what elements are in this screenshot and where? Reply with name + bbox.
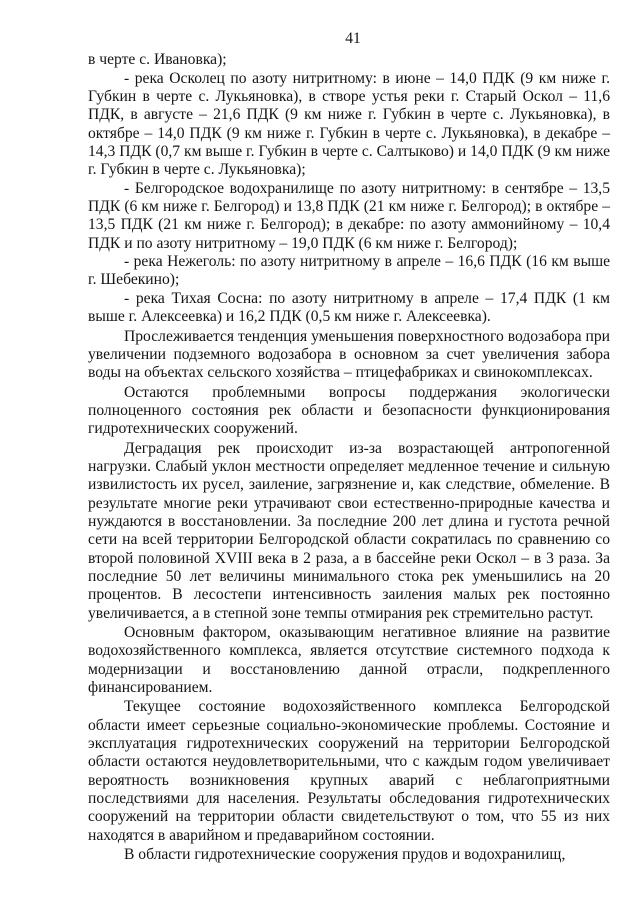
page-number: 41 [345,30,361,47]
paragraph-ivanovka-continuation: в черте с. Ивановка); [88,51,227,69]
paragraph-oskolets-river: - река Осколец по азоту нитритному: в июне – 14,0 ПДК (9 км ниже г. Губкин в черте с. Лукьяновка), в створе устья реки г. Старый Оскол – 11,6 ПДК, в августе – 21,6 ПДК (9 км ниже г. Губкин в черте с. Лукьяновка), в октябре – 14,0 ПДК (9 км ниже г. Губкин в черте с. Лукьяновка), в декабре – 14,3 ПДК (0,7 км выше г. Губкин в черте с. Салтыково) и 14,0 ПДК (9 км ниже г. Губкин в черте с. Лукьяновка); [88,69,610,179]
paragraph-nezhegol-river: - река Нежеголь: по азоту нитритному в апреле – 16,6 ПДК (16 км выше г. Шебекино); [88,253,610,289]
paragraph-tikhaya-sosna-river: - река Тихая Сосна: по азоту нитритному в апреле – 17,4 ПДК (1 км выше г. Алексеевка) и 16,2 ПДК (0,5 км ниже г. Алексеевка). [88,289,610,326]
paragraph-river-degradation: Деградация рек происходит из-за возрастающей антропогенной нагрузки. Слабый уклон местности определяет медленное течение и сильную извилистость их русел, заиление, загрязнение и, как следствие, обмеление. В результате многие реки утрачивают свои естественно-природные качества и нуждаются в восстановлении. За последние 200 лет длина и густота речной сети на всей территории Белгородской области сократилась по сравнению со второй половиной XVIII века в 2 раза, а в бассейне реки Оскол – в 3 раза. За последние 50 лет величины минимального стока рек уменьшились на 20 процентов. В лесостепи интенсивность заиления малых рек постоянно увеличивается, а в степной зоне темпы отмирания рек стремительно растут. [88,439,610,622]
paragraph-current-state: Текущее состояние водохозяйственного комплекса Белгородской области имеет серьезные социально-экономические проблемы. Состояние и эксплуатация гидротехнических сооружений на территории Белгородской области остаются неудовлетворительными, что с каждым годом увеличивает вероятность возникновения крупных аварий с неблагоприятными последствиями для населения. Результаты обследования гидротехнических сооружений на территории области свидетельствуют о том, что 55 из них находятся в аварийном и предаварийном состоянии. [88,698,610,844]
paragraph-belgorod-reservoir: - Белгородское водохранилище по азоту нитритному: в сентябре – 13,5 ПДК (6 км ниже г. Белгород) и 13,8 ПДК (21 км ниже г. Белгород); в октябре – 13,5 ПДК (21 км ниже г. Белгород); в декабре: по азоту аммонийному – 10,4 ПДК и по азоту нитритному – 19,0 ПДК (6 км ниже г. Белгород); [88,179,610,252]
paragraph-main-factor: Основным фактором, оказывающим негативное влияние на развитие водохозяйственного комплекса, является отсутствие системного подхода к модернизации и восстановлению данной отрасли, подкрепленного финансированием. [88,624,610,697]
paragraph-problem-issues: Остаются проблемными вопросы поддержания экологически полноценного состояния рек области и безопасности функционирования гидротехнических сооружений. [88,383,610,438]
paragraph-water-intake-trend: Прослеживается тенденция уменьшения поверхностного водозабора при увеличении подземного водозабора в основном за счет увеличения забора воды на объектах сельского хозяйства – птицефабриках и свинокомплексах. [88,327,610,382]
paragraph-hydrotechnical-structures: В области гидротехнические сооружения прудов и водохранилищ, [124,846,566,864]
